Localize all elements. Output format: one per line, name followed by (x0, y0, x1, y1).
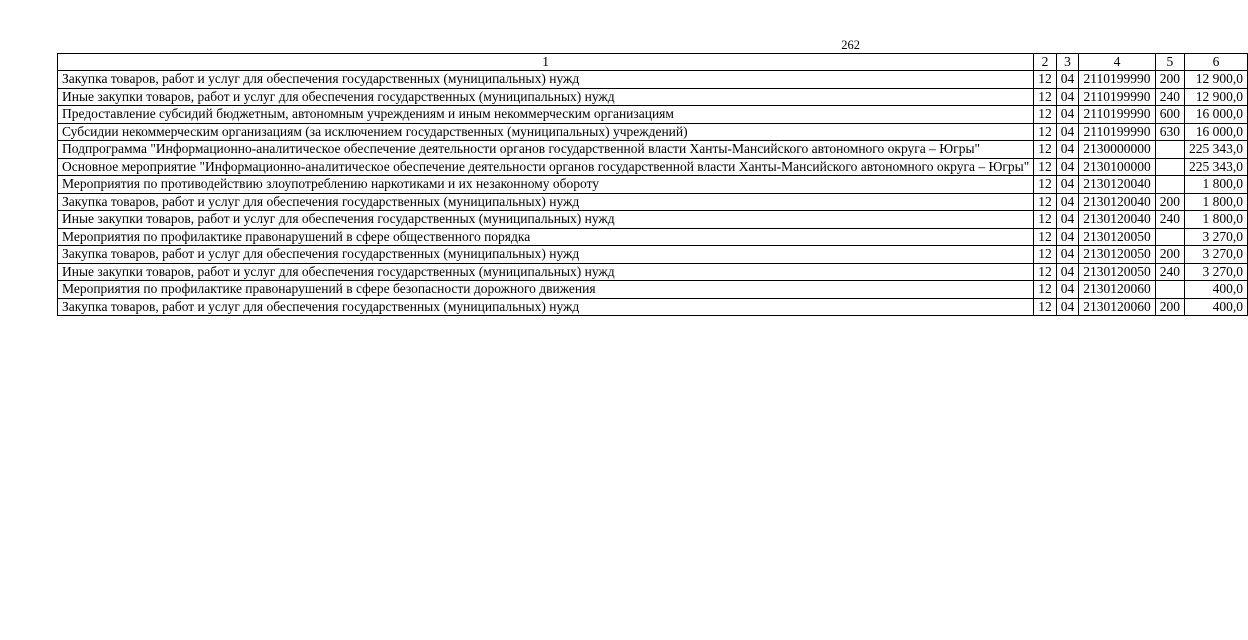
column-header: 4 (1079, 54, 1156, 71)
section-code-cell: 12 (1034, 246, 1057, 264)
amount-cell: 16 000,0 (1184, 106, 1247, 124)
item-name-cell: Иные закупки товаров, работ и услуг для обеспечения государственных (муниципальных) нужд (58, 88, 1034, 106)
section-code-cell: 12 (1034, 71, 1057, 89)
subsection-code-cell: 04 (1056, 176, 1079, 194)
table-row (58, 211, 1248, 229)
expense-type-cell: 200 (1155, 298, 1184, 316)
table-row (58, 263, 1248, 281)
expense-type-cell: 200 (1155, 246, 1184, 264)
column-header: 2 (1034, 54, 1057, 71)
item-name-cell: Иные закупки товаров, работ и услуг для обеспечения государственных (муниципальных) нужд (58, 211, 1034, 229)
subsection-code-cell: 04 (1056, 211, 1079, 229)
table-row (58, 71, 1248, 89)
target-article-cell: 2130120050 (1079, 228, 1156, 246)
target-article-cell: 2130100000 (1079, 158, 1156, 176)
target-article-cell: 2110199990 (1079, 88, 1156, 106)
amount-cell: 225 343,0 (1184, 158, 1247, 176)
section-code-cell: 12 (1034, 106, 1057, 124)
subsection-code-cell: 04 (1056, 71, 1079, 89)
column-header: 6 (1184, 54, 1247, 71)
item-name-cell: Закупка товаров, работ и услуг для обеспечения государственных (муниципальных) нужд (58, 298, 1034, 316)
section-code-cell: 12 (1034, 228, 1057, 246)
item-name-cell: Закупка товаров, работ и услуг для обеспечения государственных (муниципальных) нужд (58, 193, 1034, 211)
amount-cell: 1 800,0 (1184, 193, 1247, 211)
table-body (58, 71, 1248, 316)
item-name-cell: Мероприятия по профилактике правонарушений в сфере общественного порядка (58, 228, 1034, 246)
table-row (58, 281, 1248, 299)
section-code-cell: 12 (1034, 158, 1057, 176)
table-row (58, 193, 1248, 211)
target-article-cell: 2110199990 (1079, 123, 1156, 141)
item-name-cell: Мероприятия по профилактике правонарушений в сфере безопасности дорожного движения (58, 281, 1034, 299)
subsection-code-cell: 04 (1056, 298, 1079, 316)
target-article-cell: 2130120060 (1079, 281, 1156, 299)
target-article-cell: 2130120040 (1079, 176, 1156, 194)
expense-type-cell (1155, 281, 1184, 299)
item-name-cell: Иные закупки товаров, работ и услуг для обеспечения государственных (муниципальных) нужд (58, 263, 1034, 281)
target-article-cell: 2130120060 (1079, 298, 1156, 316)
expense-type-cell (1155, 141, 1184, 159)
expense-type-cell: 240 (1155, 263, 1184, 281)
table-row (58, 298, 1248, 316)
section-code-cell: 12 (1034, 263, 1057, 281)
item-name-cell: Мероприятия по противодействию злоупотреблению наркотиками и их незаконному обороту (58, 176, 1034, 194)
target-article-cell: 2130120050 (1079, 246, 1156, 264)
amount-cell: 1 800,0 (1184, 211, 1247, 229)
item-name-cell: Закупка товаров, работ и услуг для обеспечения государственных (муниципальных) нужд (58, 71, 1034, 89)
item-name-cell: Предоставление субсидий бюджетным, автономным учреждениям и иным некоммерческим организациям (58, 106, 1034, 124)
table-row (58, 106, 1248, 124)
column-header: 3 (1056, 54, 1079, 71)
target-article-cell: 2130120040 (1079, 211, 1156, 229)
target-article-cell: 2110199990 (1079, 106, 1156, 124)
subsection-code-cell: 04 (1056, 193, 1079, 211)
amount-cell: 400,0 (1184, 298, 1247, 316)
target-article-cell: 2130120040 (1079, 193, 1156, 211)
subsection-code-cell: 04 (1056, 281, 1079, 299)
section-code-cell: 12 (1034, 88, 1057, 106)
subsection-code-cell: 04 (1056, 246, 1079, 264)
table-row (58, 88, 1248, 106)
target-article-cell: 2110199990 (1079, 71, 1156, 89)
table-row (58, 158, 1248, 176)
column-header: 1 (58, 54, 1034, 71)
table-row (58, 141, 1248, 159)
item-name-cell: Основное мероприятие "Информационно-аналитическое обеспечение деятельности органов государственной власти Ханты-Мансийского автономного округа – Югры" (58, 158, 1034, 176)
amount-cell: 225 343,0 (1184, 141, 1247, 159)
section-code-cell: 12 (1034, 298, 1057, 316)
table-row (58, 176, 1248, 194)
section-code-cell: 12 (1034, 281, 1057, 299)
section-code-cell: 12 (1034, 211, 1057, 229)
section-code-cell: 12 (1034, 141, 1057, 159)
amount-cell: 1 800,0 (1184, 176, 1247, 194)
table-header-row (58, 54, 1248, 71)
expense-type-cell: 200 (1155, 193, 1184, 211)
amount-cell: 3 270,0 (1184, 228, 1247, 246)
expense-type-cell (1155, 158, 1184, 176)
amount-cell: 12 900,0 (1184, 71, 1247, 89)
page-number: 262 (841, 38, 860, 52)
amount-cell: 12 900,0 (1184, 88, 1247, 106)
section-code-cell: 12 (1034, 123, 1057, 141)
subsection-code-cell: 04 (1056, 123, 1079, 141)
amount-cell: 3 270,0 (1184, 246, 1247, 264)
subsection-code-cell: 04 (1056, 263, 1079, 281)
target-article-cell: 2130120050 (1079, 263, 1156, 281)
budget-table (57, 53, 1248, 316)
item-name-cell: Закупка товаров, работ и услуг для обеспечения государственных (муниципальных) нужд (58, 246, 1034, 264)
expense-type-cell: 600 (1155, 106, 1184, 124)
expense-type-cell: 240 (1155, 211, 1184, 229)
section-code-cell: 12 (1034, 193, 1057, 211)
subsection-code-cell: 04 (1056, 106, 1079, 124)
item-name-cell: Субсидии некоммерческим организациям (за исключением государственных (муниципальных) учреждений) (58, 123, 1034, 141)
expense-type-cell: 630 (1155, 123, 1184, 141)
subsection-code-cell: 04 (1056, 88, 1079, 106)
expense-type-cell: 200 (1155, 71, 1184, 89)
amount-cell: 400,0 (1184, 281, 1247, 299)
subsection-code-cell: 04 (1056, 141, 1079, 159)
expense-type-cell: 240 (1155, 88, 1184, 106)
section-code-cell: 12 (1034, 176, 1057, 194)
table-row (58, 228, 1248, 246)
item-name-cell: Подпрограмма "Информационно-аналитическое обеспечение деятельности органов государственной власти Ханты-Мансийского автономного округа – Югры" (58, 141, 1034, 159)
table-row (58, 123, 1248, 141)
subsection-code-cell: 04 (1056, 158, 1079, 176)
column-header: 5 (1155, 54, 1184, 71)
expense-type-cell (1155, 228, 1184, 246)
target-article-cell: 2130000000 (1079, 141, 1156, 159)
expense-type-cell (1155, 176, 1184, 194)
table-row (58, 246, 1248, 264)
subsection-code-cell: 04 (1056, 228, 1079, 246)
amount-cell: 3 270,0 (1184, 263, 1247, 281)
amount-cell: 16 000,0 (1184, 123, 1247, 141)
